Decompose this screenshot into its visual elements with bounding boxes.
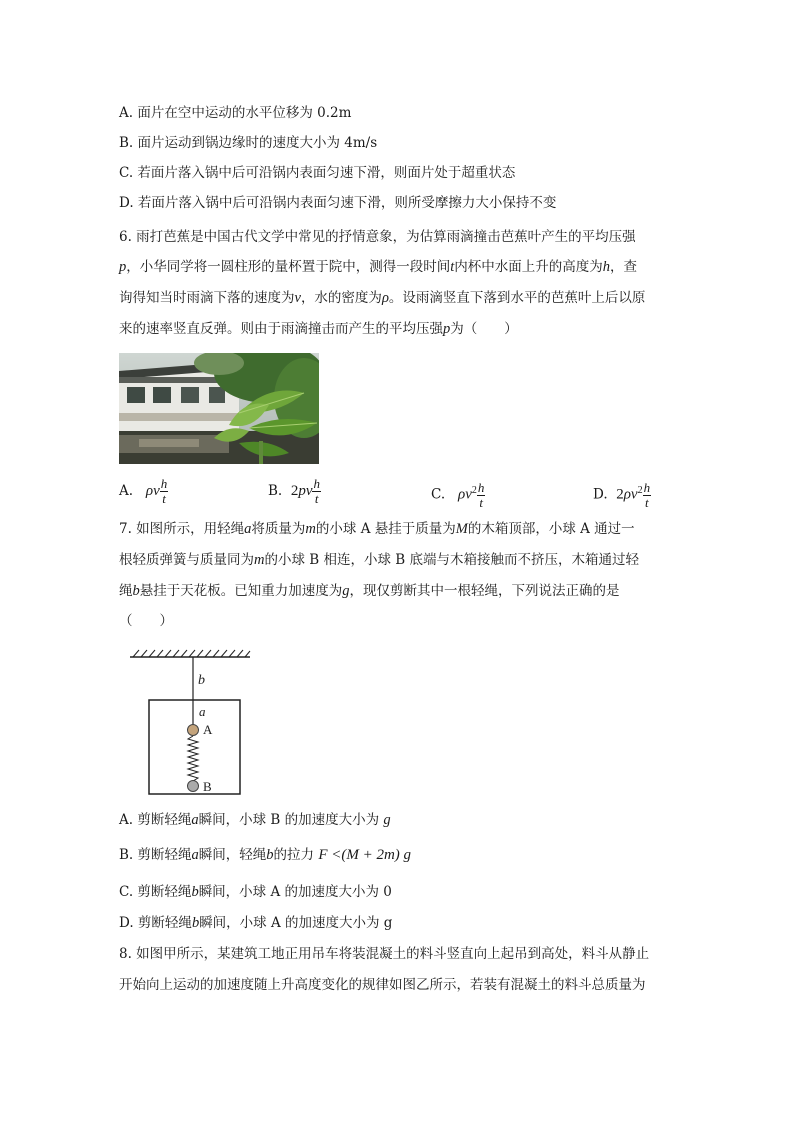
- tension-formula: F <(M + 2m) g: [318, 847, 412, 863]
- spring: [188, 736, 198, 781]
- q6-stem-line4: 来的速率竖直反弹。则由于雨滴撞击而产生的平均压强p为（ ）: [119, 321, 518, 337]
- q7-option-c: C. 剪断轻绳b瞬间，小球 A 的加速度大小为 0: [119, 884, 392, 900]
- q8-stem-line2: 开始向上运动的加速度随上升高度变化的规律如图乙所示，若装有混凝土的料斗总质量为: [119, 977, 646, 993]
- q6-stem-line3: 询得知当时雨滴下落的速度为v，水的密度为ρ。设雨滴竖直下落到水平的芭蕉叶上后以原: [119, 290, 646, 306]
- q5-option-d: D. 若面片落入锅中后可沿锅内表面匀速下滑，则所受摩擦力大小保持不变: [119, 195, 557, 211]
- q6-option-b: B. 2pv $\frac{h}{t}$: [268, 476, 320, 506]
- q6-option-c: C. $\rho v^2$ $\frac{h}{t}$: [431, 479, 485, 510]
- q5-option-b: B. 面片运动到锅边缘时的速度大小为 4m/s: [119, 135, 378, 151]
- label-b: b: [198, 673, 205, 688]
- q6-stem-line1: 6. 雨打芭蕉是中国古代文学中常见的抒情意象，为估算雨滴撞击芭蕉叶产生的平均压强: [119, 229, 636, 245]
- q6-option-a: A. ρv $\frac{h}{t}$: [119, 476, 168, 506]
- label-ball-a: A: [203, 722, 213, 737]
- q6-stem-line2: p，小华同学将一圆柱形的量杯置于院中，测得一段时间t内杯中水面上升的高度为h，查: [119, 259, 638, 275]
- q7-stem-line3: 绳b悬挂于天花板。已知重力加速度为g，现仅剪断其中一根轻绳，下列说法正确的是: [119, 583, 620, 599]
- label-a: a: [199, 704, 206, 719]
- q7-stem-line2: 根轻质弹簧与质量同为m的小球 B 相连，小球 B 底端与木箱接触而不挤压，木箱通过轻: [119, 552, 639, 568]
- var-p: p: [119, 259, 127, 275]
- garden-plantain-photo: [119, 353, 319, 464]
- label-ball-b: B: [203, 779, 212, 794]
- box-spring-diagram: [125, 645, 255, 800]
- q6-option-d: D. $2\rho v^2$ $\frac{h}{t}$: [593, 479, 651, 510]
- q5-option-a: A. 面片在空中运动的水平位移为 0.2m: [119, 105, 352, 121]
- plantain-scene-image: [119, 353, 319, 464]
- q7-option-d: D. 剪断轻绳b瞬间，小球 A 的加速度大小为 g: [119, 915, 393, 931]
- q7-stem-line4: （ ）: [119, 613, 173, 629]
- q7-option-a: A. 剪断轻绳a瞬间，小球 B 的加速度大小为 g: [119, 812, 391, 828]
- q7-option-b: B. 剪断轻绳a瞬间，轻绳b的拉力 F <(M + 2m) g: [119, 847, 412, 863]
- q8-stem-line1: 8. 如图甲所示，某建筑工地正用吊车将装混凝土的料斗竖直向上起吊到高处，料斗从静止: [119, 946, 650, 962]
- q7-stem-line1: 7. 如图所示，用轻绳a将质量为m的小球 A 悬挂于质量为M的木箱顶部，小球 A 通过一: [119, 521, 635, 537]
- q5-option-c: C. 若面片落入锅中后可沿锅内表面匀速下滑，则面片处于超重状态: [119, 165, 516, 181]
